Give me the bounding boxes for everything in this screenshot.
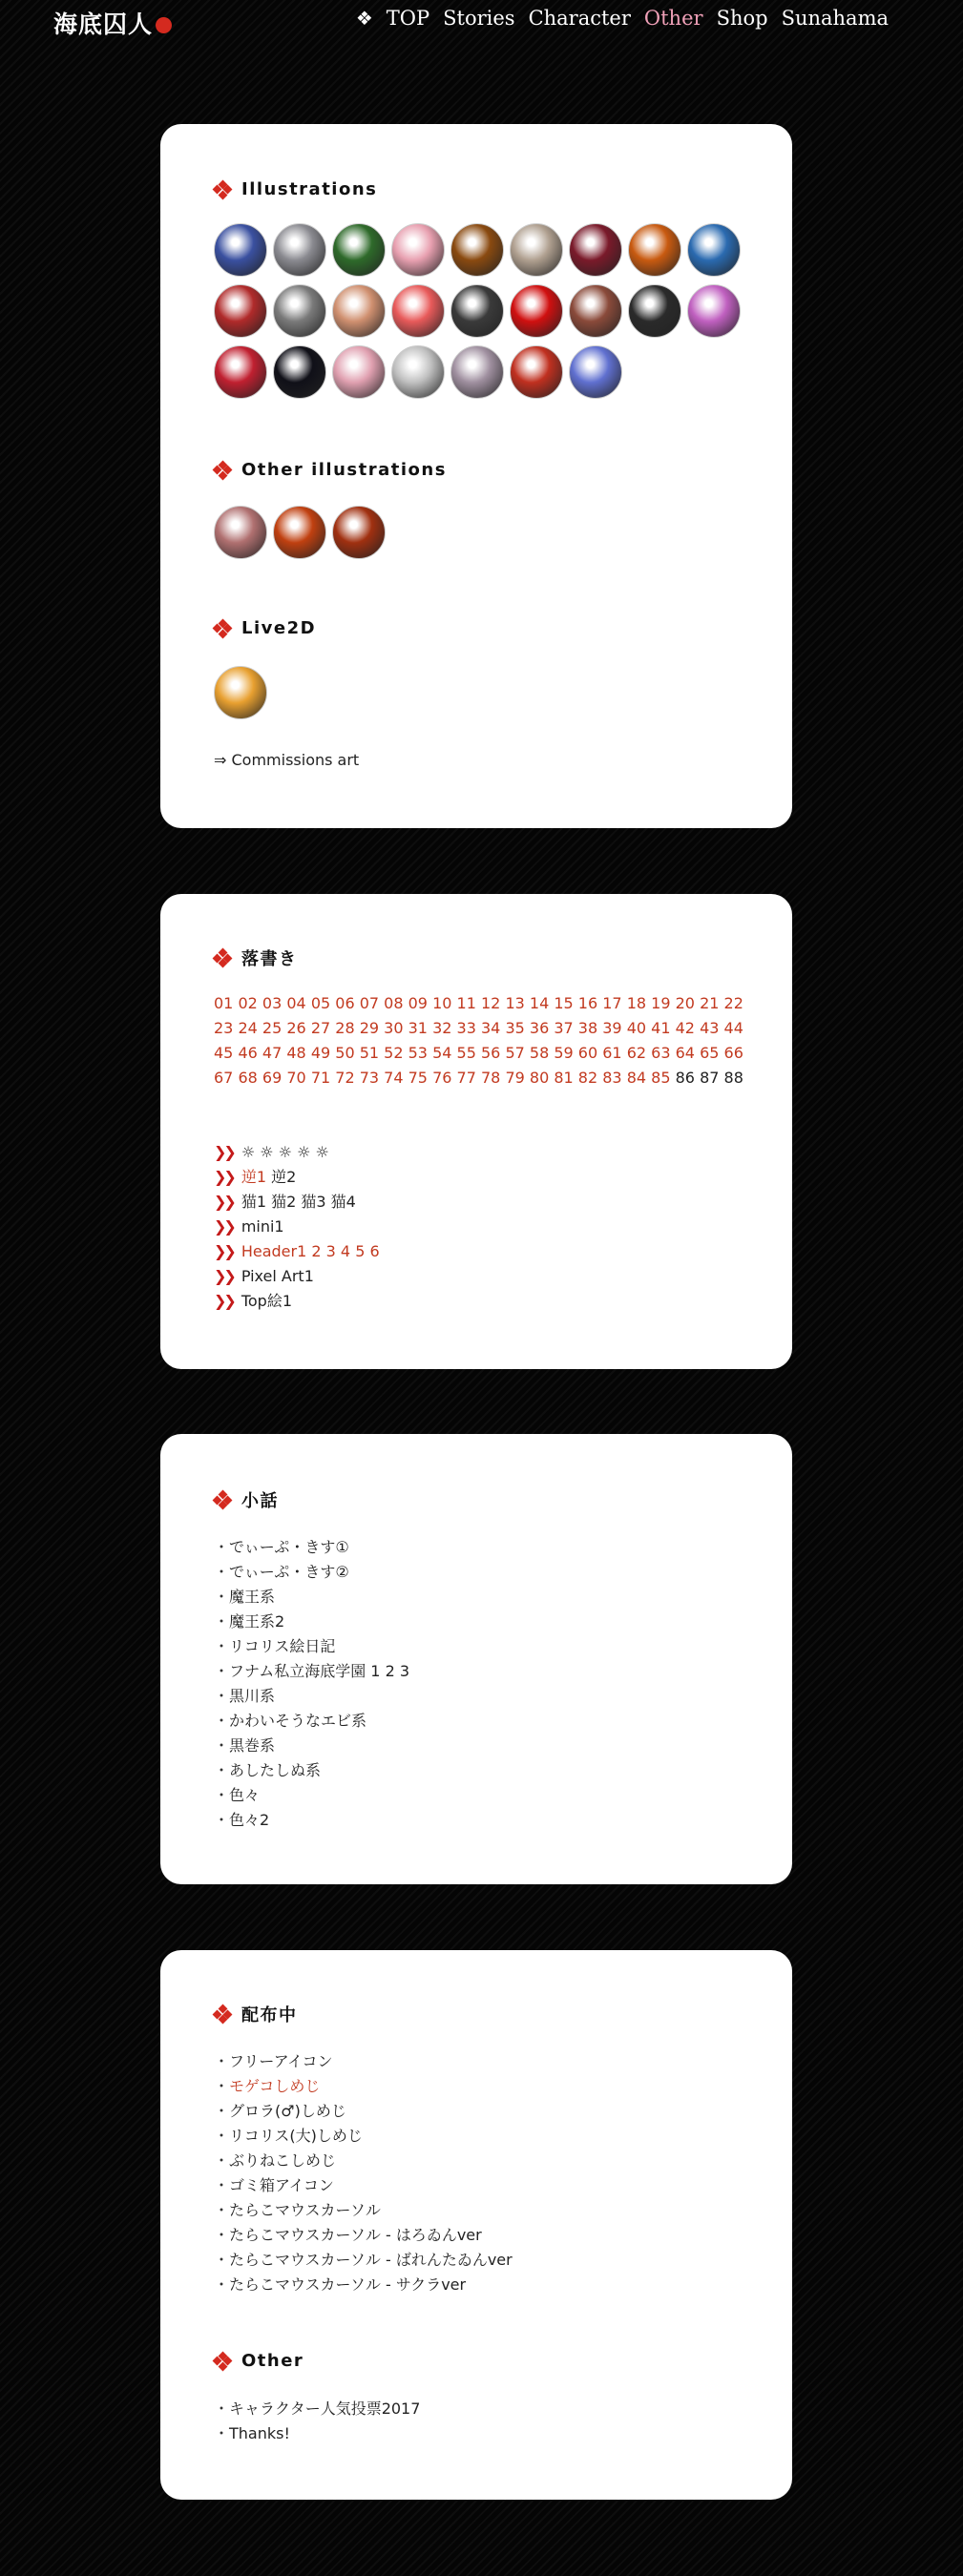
rakugaki-link[interactable]: 73 [359, 1069, 380, 1087]
double-chevron-icon: ❯❯ [214, 1168, 234, 1186]
double-chevron-icon: ❯❯ [214, 1242, 234, 1260]
rakugaki-link[interactable]: 57 [505, 1044, 525, 1062]
story-item[interactable]: ・ あしたしぬ系 [214, 1758, 409, 1783]
nav-other[interactable]: Other [643, 7, 703, 30]
rakugaki-link[interactable]: 15 [554, 994, 574, 1012]
nav-character[interactable]: Character [528, 7, 631, 30]
double-chevron-icon: ❯❯ [214, 1267, 234, 1285]
rakugaki-item[interactable]: 逆1 [241, 1168, 266, 1186]
rakugaki-link[interactable]: 67 [214, 1069, 234, 1087]
haifu-card [160, 1950, 792, 2500]
illustration-thumbnail[interactable] [391, 284, 445, 338]
download-item[interactable] [214, 2074, 513, 2099]
illustration-thumbnail[interactable] [273, 223, 326, 277]
double-chevron-icon: ❯❯ [214, 1193, 234, 1211]
logo-mark-icon [156, 17, 172, 33]
download-item-label: リコリス(大)しめじ [229, 2127, 363, 2145]
rakugaki-link[interactable]: 40 [626, 1019, 647, 1037]
live2d-thumbnails [214, 666, 741, 719]
illustration-thumbnail[interactable] [569, 345, 622, 399]
illustration-thumbnail[interactable] [214, 284, 267, 338]
illustration-thumbnail[interactable] [510, 345, 563, 399]
rakugaki-link[interactable]: 36 [529, 1019, 550, 1037]
rakugaki-link[interactable]: 81 [554, 1069, 574, 1087]
rakugaki-link[interactable]: 83 [602, 1069, 622, 1087]
illustration-thumbnail[interactable] [510, 223, 563, 277]
rakugaki-item: Top絵1 [241, 1292, 292, 1310]
download-item-label: たらこマウスカーソル [229, 2201, 381, 2219]
download-item [214, 2173, 513, 2198]
rakugaki-item[interactable]: 4 [340, 1242, 351, 1260]
rakugaki-link[interactable]: 16 [577, 994, 598, 1012]
rakugaki-link[interactable]: 64 [675, 1044, 695, 1062]
rakugaki-link[interactable]: 17 [602, 994, 622, 1012]
rakugaki-link[interactable]: 65 [700, 1044, 720, 1062]
rakugaki-link[interactable]: 23 [214, 1019, 234, 1037]
illustration-thumbnail[interactable] [450, 284, 504, 338]
rakugaki-link[interactable]: 38 [577, 1019, 598, 1037]
rakugaki-item: 猫1 [241, 1193, 266, 1211]
rakugaki-item: 猫4 [330, 1193, 356, 1211]
illustration-thumbnail[interactable] [214, 666, 267, 719]
illustration-thumbnail[interactable] [214, 223, 267, 277]
rakugaki-row [214, 1165, 380, 1190]
rakugaki-link[interactable]: 37 [554, 1019, 574, 1037]
illustration-thumbnail[interactable] [332, 223, 386, 277]
rakugaki-link[interactable]: 32 [432, 1019, 452, 1037]
download-item-label: ぶりねこしめじ [229, 2151, 337, 2170]
download-item-label: ゴミ箱アイコン [229, 2176, 334, 2194]
rakugaki-link[interactable]: 82 [577, 1069, 598, 1087]
illustrations-heading: Illustrations [214, 179, 377, 199]
download-item [214, 2248, 513, 2273]
rakugaki-link[interactable]: 33 [456, 1019, 476, 1037]
rakugaki-item: ☼ ☼ ☼ ☼ ☼ [241, 1143, 329, 1161]
nav-top[interactable]: TOP [386, 7, 430, 30]
other-heading: Other [214, 2351, 304, 2371]
illustration-thumbnail[interactable] [391, 345, 445, 399]
rakugaki-item: 猫2 [271, 1193, 297, 1211]
rakugaki-link[interactable]: 06 [335, 994, 355, 1012]
illustration-thumbnail[interactable] [450, 223, 504, 277]
rakugaki-link[interactable]: 45 [214, 1044, 234, 1062]
rakugaki-link[interactable]: 05 [310, 994, 331, 1012]
rakugaki-link[interactable]: 69 [262, 1069, 283, 1087]
story-item[interactable]: ・ でぃーぷ・きす② [214, 1560, 409, 1585]
other-item[interactable]: ・ キャラクター人気投票2017 [214, 2397, 420, 2421]
rakugaki-link[interactable]: 54 [432, 1044, 452, 1062]
story-item[interactable]: ・ 色々2 [214, 1808, 409, 1833]
illustration-thumbnail[interactable] [450, 345, 504, 399]
other-illustration-thumbnails [214, 506, 741, 559]
nav-stories[interactable]: Stories [443, 7, 515, 30]
illustrations-card [160, 124, 792, 828]
rakugaki-item: 猫3 [301, 1193, 326, 1211]
download-item [214, 2273, 513, 2297]
download-item [214, 2099, 513, 2124]
nav-shop[interactable]: Shop [716, 7, 768, 30]
rakugaki-link[interactable]: 31 [408, 1019, 428, 1037]
rakugaki-link[interactable]: 63 [651, 1044, 671, 1062]
kobanashi-heading: 小話 [214, 1487, 279, 1512]
rakugaki-link[interactable]: 43 [700, 1019, 720, 1037]
illustration-thumbnail[interactable] [332, 506, 386, 559]
rakugaki-link[interactable]: 39 [602, 1019, 622, 1037]
download-item-label: グロラ(♂)しめじ [229, 2102, 346, 2120]
rakugaki-link[interactable]: 19 [651, 994, 671, 1012]
rakugaki-link[interactable]: 76 [432, 1069, 452, 1087]
rakugaki-link[interactable]: 70 [286, 1069, 306, 1087]
rakugaki-link[interactable]: 85 [651, 1069, 671, 1087]
illustration-thumbnail[interactable] [273, 506, 326, 559]
story-item[interactable]: ・ 魔王系 [214, 1585, 409, 1610]
download-item-label: フリーアイコン [229, 2052, 333, 2070]
story-item[interactable]: ・ フナム私立海底学園 1 2 3 [214, 1659, 409, 1684]
rakugaki-link[interactable]: 53 [408, 1044, 428, 1062]
rakugaki-link[interactable]: 47 [262, 1044, 283, 1062]
story-item[interactable]: ・ かわいそうなエビ系 [214, 1709, 409, 1734]
rakugaki-item[interactable]: 6 [369, 1242, 380, 1260]
rakugaki-item[interactable]: 3 [325, 1242, 336, 1260]
rakugaki-item[interactable]: Header1 [241, 1242, 307, 1260]
rakugaki-link[interactable]: 52 [384, 1044, 404, 1062]
download-item-label: たらこマウスカーソル - はろゐんver [229, 2226, 482, 2244]
nav-bullet-icon: ❖ [355, 7, 373, 30]
download-item-label: たらこマウスカーソル - サクラver [229, 2275, 467, 2294]
illustration-thumbnail[interactable] [569, 223, 622, 277]
rakugaki-link[interactable]: 25 [262, 1019, 283, 1037]
rakugaki-link[interactable]: 04 [286, 994, 306, 1012]
rakugaki-link[interactable]: 10 [432, 994, 452, 1012]
illustration-thumbnails [214, 223, 741, 399]
live2d-heading: Live2D [214, 618, 316, 638]
rakugaki-row [214, 1140, 380, 1165]
story-item[interactable]: ・ 色々 [214, 1783, 409, 1808]
illustration-thumbnail[interactable] [510, 284, 563, 338]
download-item-label: たらこマウスカーソル - ばれんたゐんver [229, 2251, 513, 2269]
story-item[interactable]: ・ でぃーぷ・きす① [214, 1535, 409, 1560]
rakugaki-link[interactable]: 74 [384, 1069, 404, 1087]
logo-text[interactable]: 海底囚人 [53, 10, 154, 38]
rakugaki-link[interactable]: 03 [262, 994, 283, 1012]
rakugaki-link[interactable]: 02 [238, 994, 258, 1012]
rakugaki-link[interactable]: 61 [602, 1044, 622, 1062]
rakugaki-link[interactable]: 78 [480, 1069, 501, 1087]
rakugaki-link[interactable]: 21 [700, 994, 720, 1012]
rakugaki-link[interactable]: 20 [675, 994, 695, 1012]
site-logo[interactable] [53, 6, 172, 40]
rakugaki-row [214, 1264, 380, 1289]
rakugaki-link[interactable]: 56 [480, 1044, 501, 1062]
rakugaki-item: Pixel Art1 [241, 1267, 314, 1285]
rakugaki-link[interactable]: 58 [529, 1044, 550, 1062]
rakugaki-link: 86 [675, 1069, 695, 1087]
rakugaki-link: 88 [723, 1069, 743, 1087]
double-chevron-icon: ❯❯ [214, 1292, 234, 1310]
rakugaki-link[interactable]: 11 [456, 994, 476, 1012]
rakugaki-card [160, 894, 792, 1369]
rakugaki-link[interactable]: 13 [505, 994, 525, 1012]
rakugaki-link[interactable]: 34 [480, 1019, 501, 1037]
double-chevron-icon: ❯❯ [214, 1217, 234, 1236]
download-item [214, 2198, 513, 2223]
story-item[interactable]: ・ リコリス絵日記 [214, 1634, 409, 1659]
rakugaki-link[interactable]: 62 [626, 1044, 647, 1062]
haifu-list [214, 2049, 513, 2297]
rakugaki-link[interactable]: 49 [310, 1044, 331, 1062]
red-diamond-icon [214, 181, 231, 198]
rakugaki-row [214, 1190, 380, 1215]
rakugaki-row [214, 1239, 380, 1264]
rakugaki-link[interactable]: 84 [626, 1069, 647, 1087]
illustration-thumbnail[interactable] [628, 284, 681, 338]
download-item-label[interactable]: モゲコしめじ [229, 2077, 321, 2095]
rakugaki-link: 87 [700, 1069, 720, 1087]
rakugaki-link[interactable]: 24 [238, 1019, 258, 1037]
rakugaki-row [214, 1215, 380, 1239]
red-diamond-icon [214, 462, 231, 479]
rakugaki-heading: 落書き [214, 945, 298, 970]
rakugaki-link[interactable]: 35 [505, 1019, 525, 1037]
story-item[interactable]: ・ 黒巻系 [214, 1734, 409, 1758]
haifu-heading: 配布中 [214, 2002, 298, 2026]
other-item[interactable]: ・ Thanks! [214, 2421, 420, 2446]
rakugaki-link[interactable]: 80 [529, 1069, 550, 1087]
download-item [214, 2223, 513, 2248]
download-item [214, 2124, 513, 2149]
kobanashi-card [160, 1434, 792, 1884]
red-diamond-icon [214, 949, 231, 966]
red-diamond-icon [214, 2353, 231, 2370]
red-diamond-icon [214, 1491, 231, 1508]
site-header [0, 0, 963, 44]
rakugaki-item[interactable]: 5 [355, 1242, 366, 1260]
rakugaki-link[interactable]: 27 [310, 1019, 331, 1037]
rakugaki-item: mini1 [241, 1217, 284, 1236]
rakugaki-item[interactable]: 2 [311, 1242, 322, 1260]
rakugaki-link[interactable]: 44 [723, 1019, 743, 1037]
illustration-thumbnail[interactable] [391, 223, 445, 277]
rakugaki-link[interactable]: 26 [286, 1019, 306, 1037]
story-item[interactable]: ・ 黒川系 [214, 1684, 409, 1709]
commissions-link[interactable]: ⇒ Commissions art [214, 751, 360, 769]
main-nav [356, 7, 889, 30]
kobanashi-list [214, 1535, 409, 1833]
rakugaki-link[interactable]: 79 [505, 1069, 525, 1087]
rakugaki-item: 逆2 [271, 1168, 297, 1186]
other-list [214, 2397, 420, 2446]
rakugaki-link[interactable]: 59 [554, 1044, 574, 1062]
illustration-thumbnail[interactable] [273, 345, 326, 399]
illustration-thumbnail[interactable] [214, 506, 267, 559]
rakugaki-link[interactable]: 71 [310, 1069, 331, 1087]
rakugaki-link[interactable]: 18 [626, 994, 647, 1012]
illustration-thumbnail[interactable] [687, 223, 741, 277]
rakugaki-link[interactable]: 07 [359, 994, 380, 1012]
rakugaki-link[interactable]: 75 [408, 1069, 428, 1087]
rakugaki-link[interactable]: 22 [723, 994, 743, 1012]
rakugaki-link[interactable]: 50 [335, 1044, 355, 1062]
rakugaki-link[interactable]: 41 [651, 1019, 671, 1037]
rakugaki-link[interactable]: 42 [675, 1019, 695, 1037]
illustration-thumbnail[interactable] [273, 284, 326, 338]
rakugaki-link[interactable]: 55 [456, 1044, 476, 1062]
rakugaki-link[interactable]: 09 [408, 994, 428, 1012]
rakugaki-link[interactable]: 77 [456, 1069, 476, 1087]
rakugaki-extra-list [214, 1140, 380, 1314]
rakugaki-link[interactable]: 08 [384, 994, 404, 1012]
rakugaki-number-links [214, 991, 748, 1091]
nav-sunahama[interactable]: Sunahama [781, 7, 889, 30]
rakugaki-link[interactable]: 30 [384, 1019, 404, 1037]
red-diamond-icon [214, 2005, 231, 2023]
rakugaki-link[interactable]: 60 [577, 1044, 598, 1062]
rakugaki-link[interactable]: 48 [286, 1044, 306, 1062]
rakugaki-link[interactable]: 72 [335, 1069, 355, 1087]
rakugaki-link[interactable]: 68 [238, 1069, 258, 1087]
rakugaki-link[interactable]: 01 [214, 994, 234, 1012]
illustration-thumbnail[interactable] [569, 284, 622, 338]
rakugaki-row [214, 1289, 380, 1314]
rakugaki-link[interactable]: 12 [480, 994, 501, 1012]
illustration-thumbnail[interactable] [687, 284, 741, 338]
download-item [214, 2049, 513, 2074]
red-diamond-icon [214, 620, 231, 637]
story-item[interactable]: ・ 魔王系2 [214, 1610, 409, 1634]
rakugaki-link[interactable]: 14 [529, 994, 550, 1012]
download-item [214, 2149, 513, 2173]
rakugaki-link[interactable]: 28 [335, 1019, 355, 1037]
illustration-thumbnail[interactable] [214, 345, 267, 399]
rakugaki-link[interactable]: 46 [238, 1044, 258, 1062]
other-illustrations-heading: Other illustrations [214, 460, 447, 480]
rakugaki-link[interactable]: 29 [359, 1019, 380, 1037]
rakugaki-link[interactable]: 51 [359, 1044, 380, 1062]
double-chevron-icon: ❯❯ [214, 1143, 234, 1161]
illustration-thumbnail[interactable] [332, 284, 386, 338]
illustration-thumbnail[interactable] [332, 345, 386, 399]
illustration-thumbnail[interactable] [628, 223, 681, 277]
rakugaki-link[interactable]: 66 [723, 1044, 743, 1062]
